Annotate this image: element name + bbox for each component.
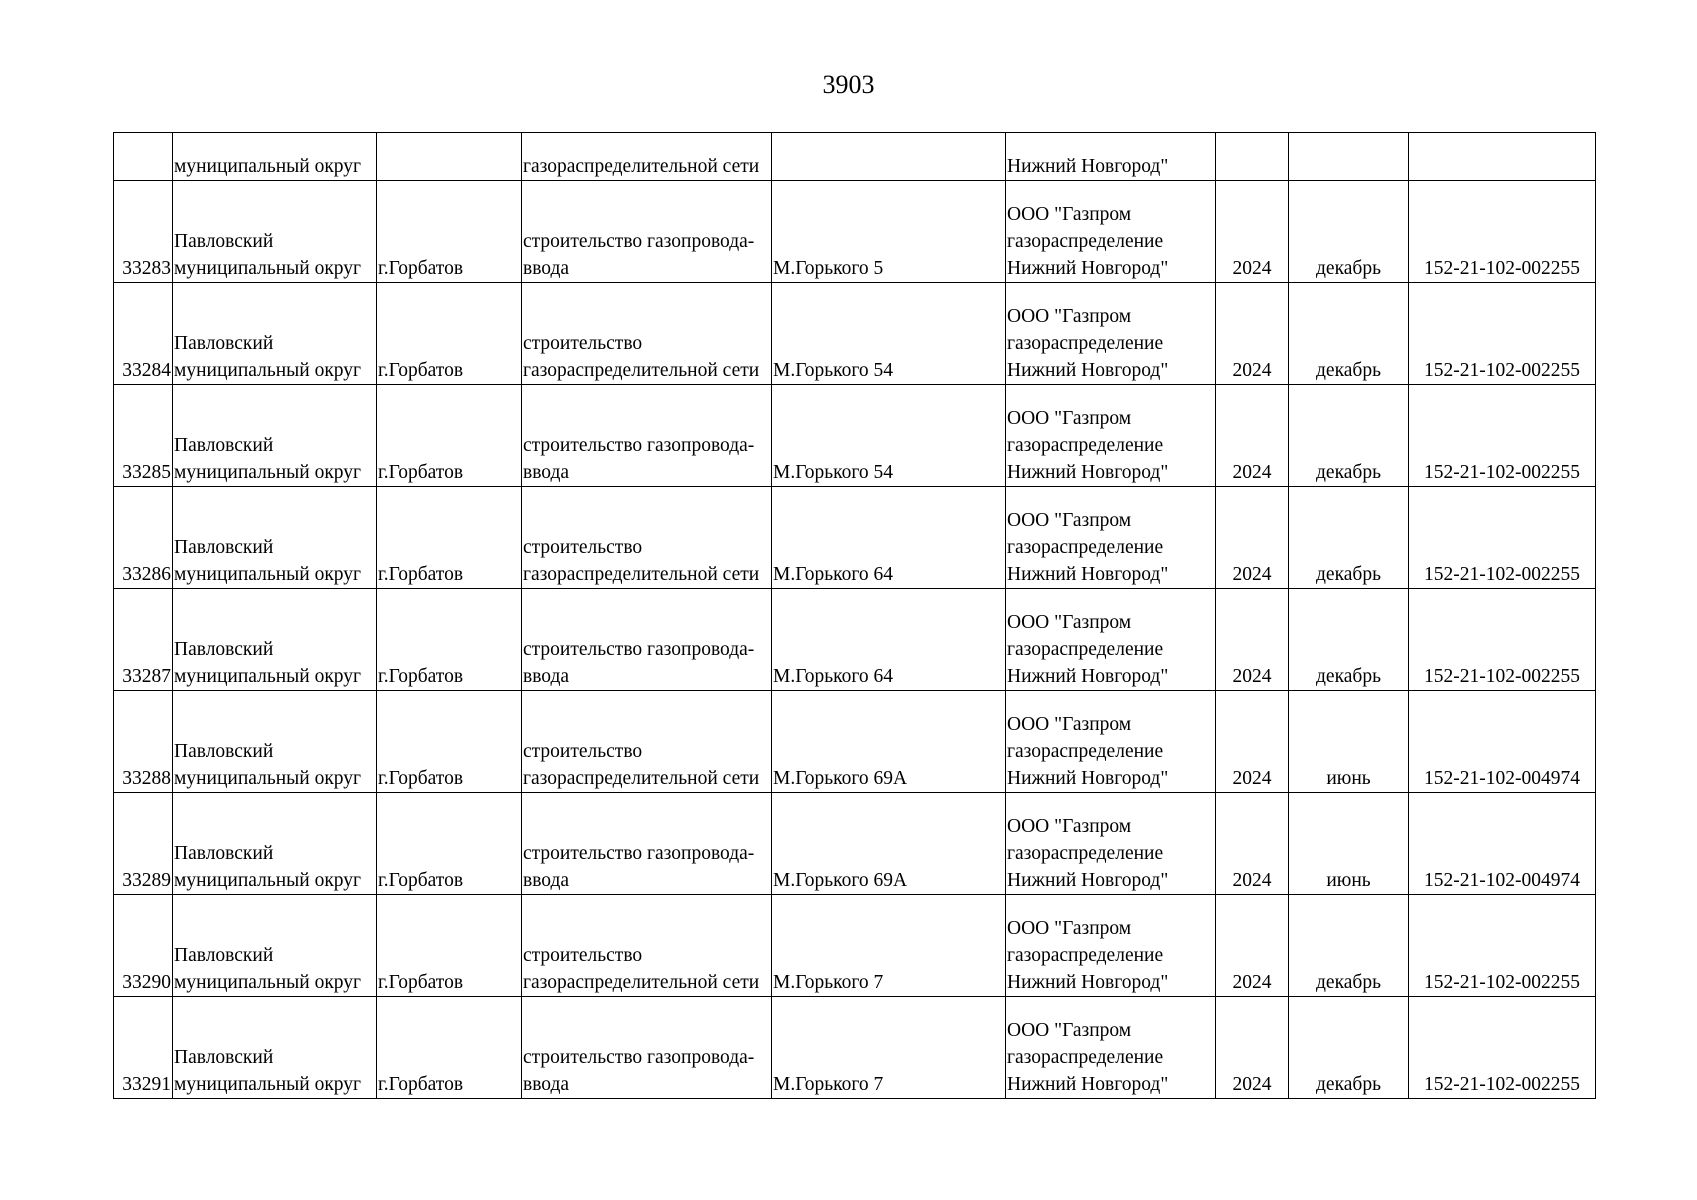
cell-number: 33286 [114,487,173,589]
cell-district [173,181,377,283]
cell-executor [1006,181,1216,283]
executor-line: ООО "Газпром [1007,204,1132,225]
cell-code: 152-21-102-002255 [1409,895,1596,997]
district-line: Павловский [174,537,274,558]
cell-month: декабрь [1289,589,1409,691]
work-line: строительство газопровода- [523,843,755,864]
cell-locality: г.Горбатов [377,181,522,283]
cell-year: 2024 [1216,895,1289,997]
cell-month: июнь [1289,793,1409,895]
executor-line: ООО "Газпром [1007,408,1132,429]
executor-line: Нижний Новгород" [1007,666,1169,687]
cell-code: 152-21-102-002255 [1409,283,1596,385]
cell-executor [1006,385,1216,487]
cell-work-type [522,895,772,997]
cell-code: 152-21-102-004974 [1409,793,1596,895]
work-line: ввода [523,870,570,891]
table-row [114,181,1596,283]
work-line: ввода [523,666,570,687]
executor-line: ООО "Газпром [1007,918,1132,939]
cell-work-type [522,385,772,487]
executor-line: газораспределение [1007,333,1164,354]
cell-year: 2024 [1216,487,1289,589]
cell-code: 152-21-102-002255 [1409,181,1596,283]
executor-line: Нижний Новгород" [1007,360,1169,381]
cell-address: М.Горького 69А [772,691,1006,793]
executor-line: ООО "Газпром [1007,612,1132,633]
executor-line: газораспределение [1007,1047,1164,1068]
cell-number: 33287 [114,589,173,691]
cell-month: декабрь [1289,997,1409,1099]
cell-year: 2024 [1216,691,1289,793]
work-line: строительство газопровода- [523,231,755,252]
cell-number [114,133,173,181]
cell-work-type [522,487,772,589]
cell-executor [1006,133,1216,181]
table-row [114,691,1596,793]
district-line: муниципальный округ [174,1074,362,1095]
cell-locality: г.Горбатов [377,895,522,997]
cell-work-type [522,589,772,691]
work-line: строительство [523,741,643,762]
work-line: газораспределительной сети [523,972,760,993]
district-line: муниципальный округ [174,870,362,891]
district-line: Павловский [174,639,274,660]
district-line: Павловский [174,333,274,354]
district-line: Павловский [174,435,274,456]
executor-line: ООО "Газпром [1007,306,1132,327]
table-row [114,283,1596,385]
executor-line: газораспределение [1007,843,1164,864]
executor-line: Нижний Новгород" [1007,870,1169,891]
cell-code: 152-21-102-004974 [1409,691,1596,793]
work-line: газораспределительной сети [523,564,760,585]
gas-network-table [113,132,1596,1099]
cell-executor [1006,487,1216,589]
cell-district [173,997,377,1099]
work-line: строительство газопровода- [523,435,755,456]
cell-work-type [522,691,772,793]
table-row [114,487,1596,589]
work-line: строительство [523,333,643,354]
cell-number: 33283 [114,181,173,283]
cell-district [173,589,377,691]
cell-month: декабрь [1289,487,1409,589]
cell-district [173,487,377,589]
cell-year: 2024 [1216,283,1289,385]
cell-code: 152-21-102-002255 [1409,997,1596,1099]
cell-executor [1006,895,1216,997]
executor-line: газораспределение [1007,537,1164,558]
cell-work-type [522,793,772,895]
work-line: строительство [523,537,643,558]
cell-executor [1006,589,1216,691]
work-line: ввода [523,1074,570,1095]
cell-district [173,793,377,895]
district-line: муниципальный округ [174,564,362,585]
district-line: Павловский [174,945,274,966]
cell-address: М.Горького 7 [772,997,1006,1099]
executor-line: газораспределение [1007,639,1164,660]
cell-district [173,385,377,487]
cell-number: 33284 [114,283,173,385]
cell-year: 2024 [1216,793,1289,895]
cell-work-type [522,283,772,385]
executor-line: ООО "Газпром [1007,1020,1132,1041]
cell-year: 2024 [1216,589,1289,691]
cell-year: 2024 [1216,385,1289,487]
cell-year [1216,133,1289,181]
district-line: муниципальный округ [174,666,362,687]
cell-work-type [522,997,772,1099]
cell-month: декабрь [1289,181,1409,283]
cell-month: декабрь [1289,895,1409,997]
cell-locality: г.Горбатов [377,691,522,793]
cell-district [173,133,377,181]
executor-line: Нижний Новгород" [1007,564,1169,585]
cell-month: декабрь [1289,283,1409,385]
executor-line: газораспределение [1007,741,1164,762]
cell-address: М.Горького 54 [772,385,1006,487]
cell-locality: г.Горбатов [377,487,522,589]
executor-line: Нижний Новгород" [1007,972,1169,993]
district-line: муниципальный округ [174,156,362,177]
cell-locality: г.Горбатов [377,283,522,385]
district-line: муниципальный округ [174,258,362,279]
cell-district [173,691,377,793]
work-line: ввода [523,258,570,279]
cell-locality: г.Горбатов [377,793,522,895]
table-row-continuation [114,133,1596,181]
cell-number: 33290 [114,895,173,997]
table-body [114,133,1596,1099]
page-number: 3903 [822,70,875,99]
cell-address: М.Горького 5 [772,181,1006,283]
executor-line: ООО "Газпром [1007,714,1132,735]
table-row [114,997,1596,1099]
work-line: строительство газопровода- [523,639,755,660]
cell-address: М.Горького 64 [772,487,1006,589]
district-line: Павловский [174,843,274,864]
cell-month: июнь [1289,691,1409,793]
cell-number: 33289 [114,793,173,895]
district-line: муниципальный округ [174,360,362,381]
executor-line: Нижний Новгород" [1007,156,1169,177]
cell-executor [1006,691,1216,793]
executor-line: Нижний Новгород" [1007,258,1169,279]
cell-address: М.Горького 7 [772,895,1006,997]
executor-line: Нижний Новгород" [1007,462,1169,483]
cell-locality [377,133,522,181]
executor-line: Нижний Новгород" [1007,1074,1169,1095]
cell-code: 152-21-102-002255 [1409,487,1596,589]
cell-executor [1006,997,1216,1099]
cell-number: 33291 [114,997,173,1099]
cell-executor [1006,283,1216,385]
cell-district [173,283,377,385]
cell-locality: г.Горбатов [377,385,522,487]
cell-executor [1006,793,1216,895]
table-row [114,385,1596,487]
executor-line: ООО "Газпром [1007,816,1132,837]
executor-line: Нижний Новгород" [1007,768,1169,789]
district-line: муниципальный округ [174,972,362,993]
work-line: газораспределительной сети [523,768,760,789]
cell-address: М.Горького 69А [772,793,1006,895]
cell-code: 152-21-102-002255 [1409,589,1596,691]
cell-year: 2024 [1216,997,1289,1099]
district-line: муниципальный округ [174,462,362,483]
cell-work-type [522,133,772,181]
cell-address: М.Горького 54 [772,283,1006,385]
cell-month: декабрь [1289,385,1409,487]
cell-district [173,895,377,997]
cell-locality: г.Горбатов [377,997,522,1099]
work-line: строительство [523,945,643,966]
cell-address: М.Горького 64 [772,589,1006,691]
cell-number: 33285 [114,385,173,487]
cell-year: 2024 [1216,181,1289,283]
cell-code: 152-21-102-002255 [1409,385,1596,487]
cell-number: 33288 [114,691,173,793]
executor-line: ООО "Газпром [1007,510,1132,531]
cell-work-type [522,181,772,283]
district-line: Павловский [174,1047,274,1068]
district-line: Павловский [174,231,274,252]
work-line: газораспределительной сети [523,156,760,177]
executor-line: газораспределение [1007,945,1164,966]
district-line: Павловский [174,741,274,762]
cell-code [1409,133,1596,181]
cell-address [772,133,1006,181]
executor-line: газораспределение [1007,435,1164,456]
work-line: строительство газопровода- [523,1047,755,1068]
table-row [114,589,1596,691]
cell-locality: г.Горбатов [377,589,522,691]
work-line: газораспределительной сети [523,360,760,381]
work-line: ввода [523,462,570,483]
district-line: муниципальный округ [174,768,362,789]
table-row [114,895,1596,997]
executor-line: газораспределение [1007,231,1164,252]
table-row [114,793,1596,895]
cell-month [1289,133,1409,181]
